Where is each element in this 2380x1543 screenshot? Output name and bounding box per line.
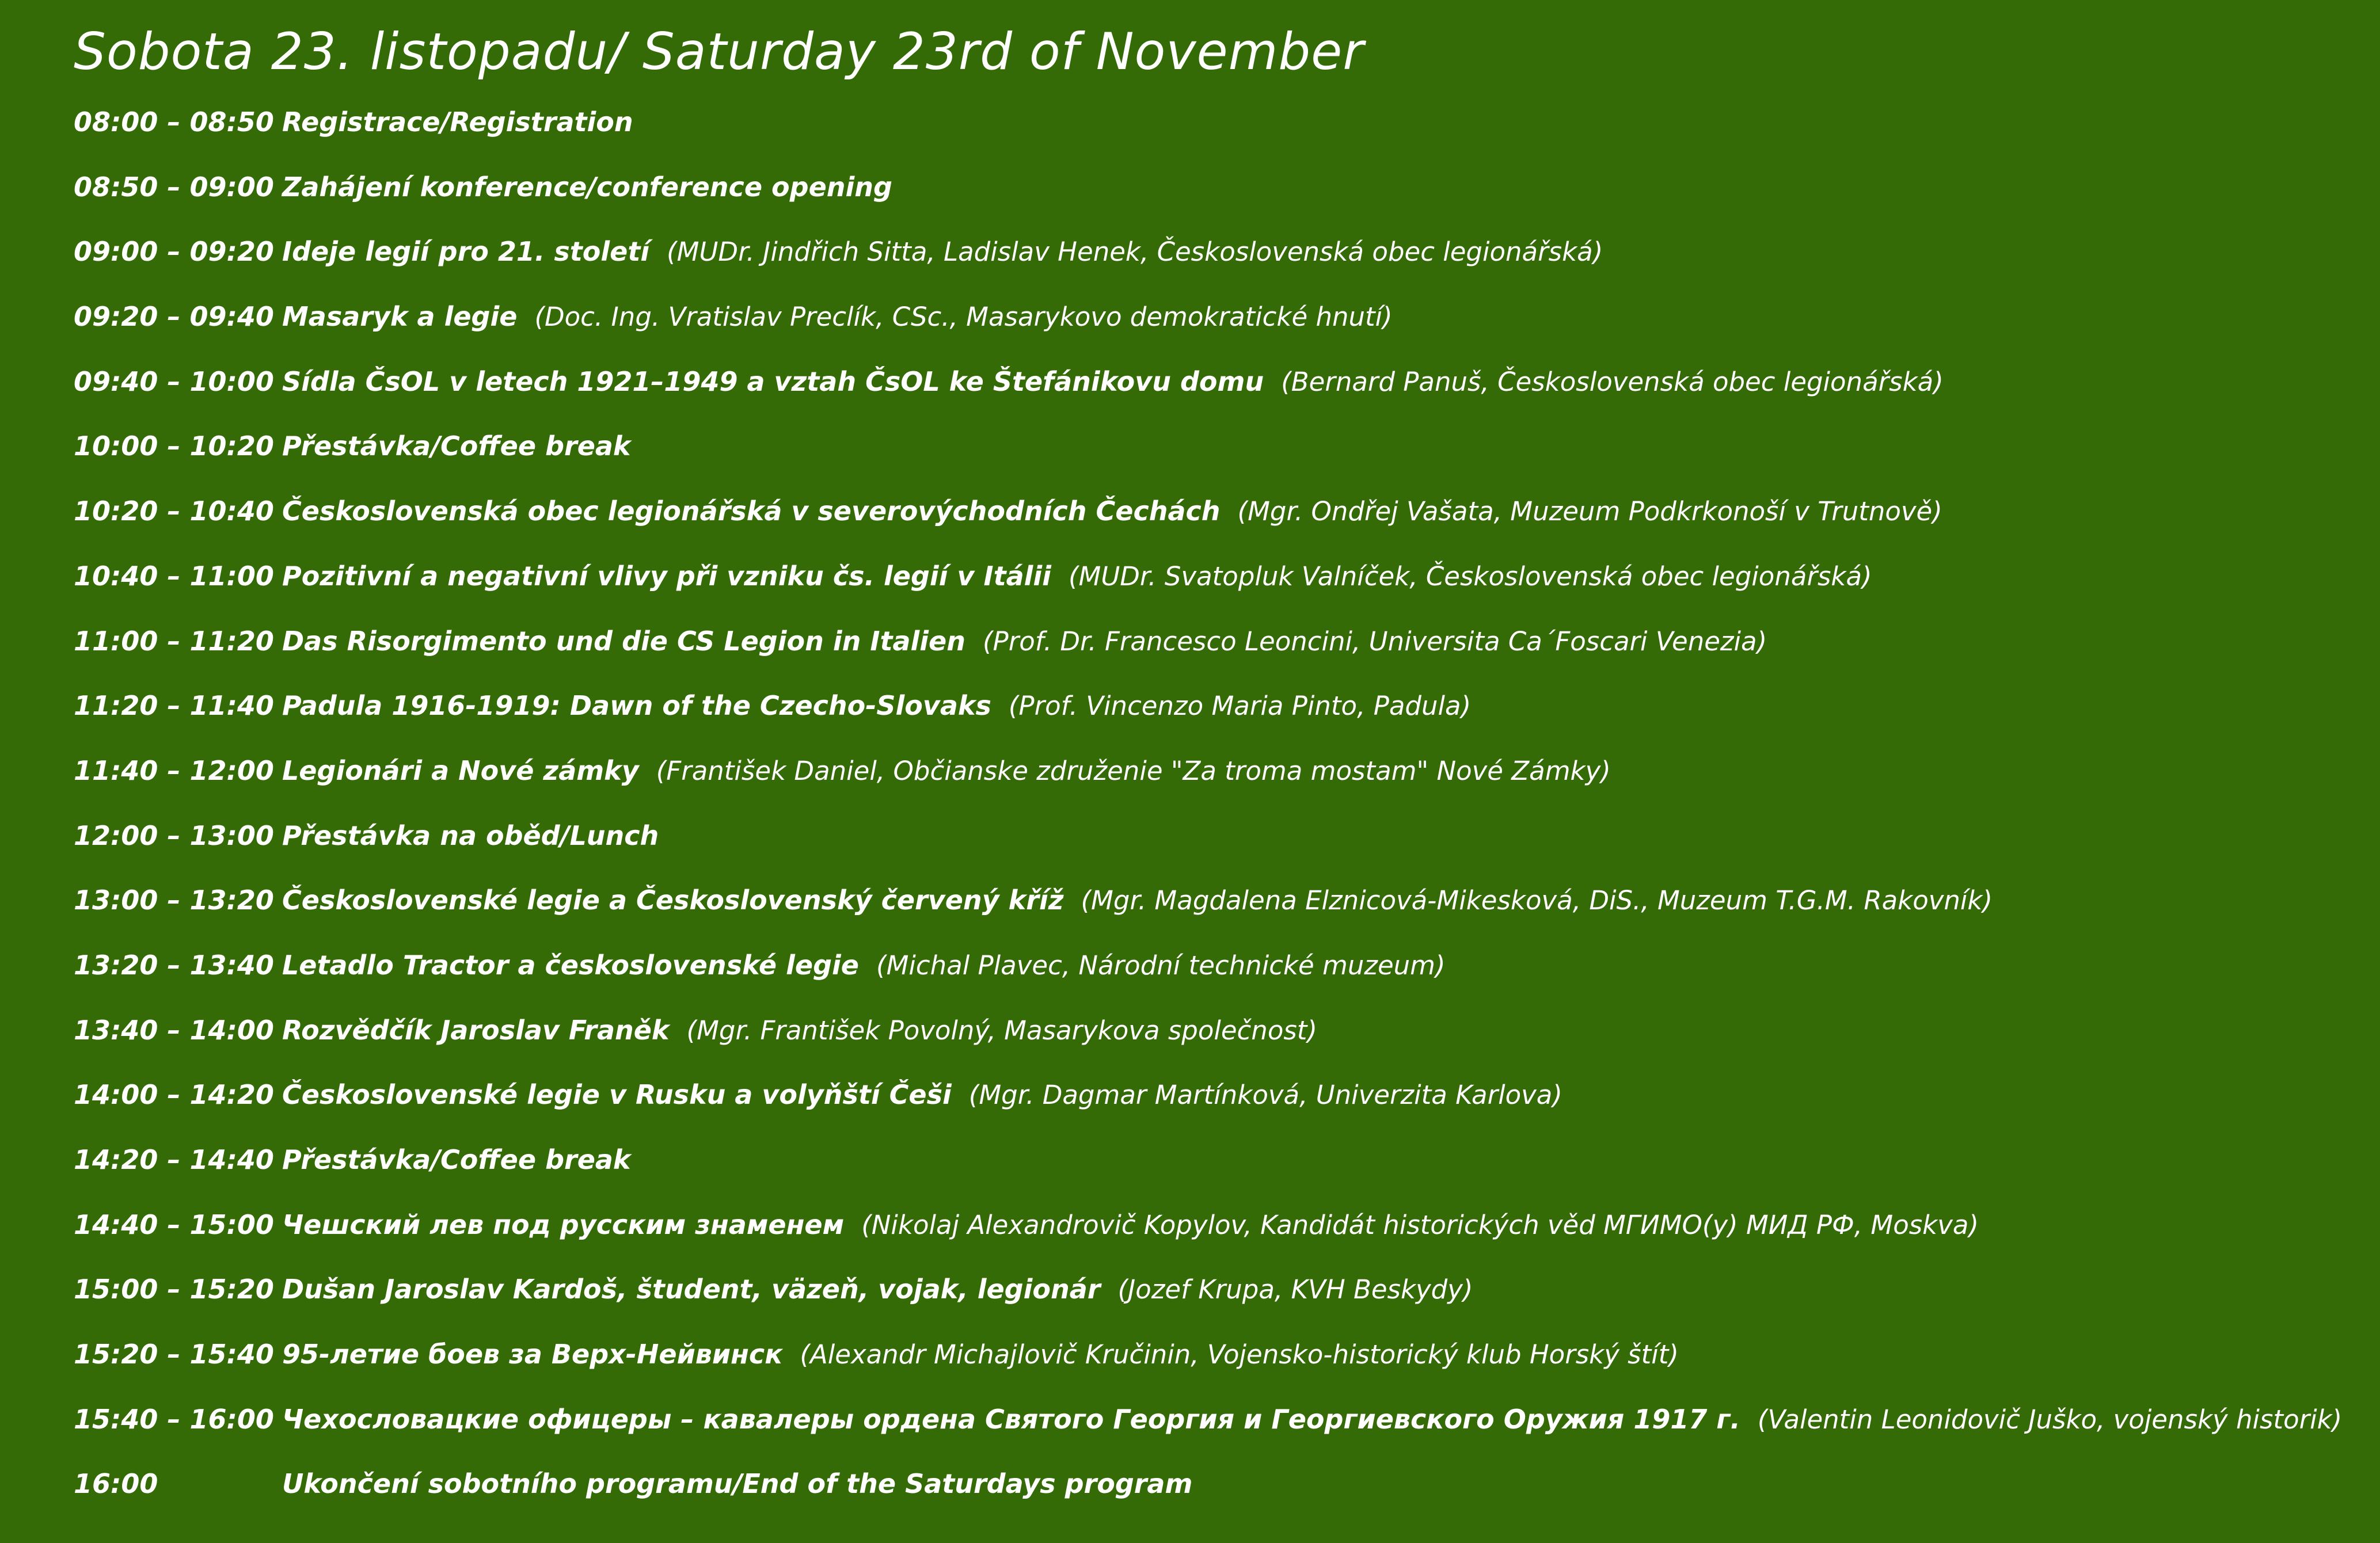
schedule-time: 14:20 – 14:40 xyxy=(74,1144,274,1175)
schedule-talk-title: Rozvědčík Jaroslav Franěk xyxy=(282,1014,670,1046)
schedule-talk-title: Чехословацкие офицеры – кавалеры ордена Святого Георгия и Георгиевского Оружия 1917 г. xyxy=(282,1403,1740,1435)
schedule-speaker: (Mgr. František Povolný, Masarykova společnost) xyxy=(686,1015,1317,1046)
schedule-speaker: (MUDr. Jindřich Sitta, Ladislav Henek, Československá obec legionářská) xyxy=(667,237,1603,268)
schedule-time: 13:20 – 13:40 xyxy=(74,949,274,981)
schedule-talk-title: Československé legie a Československý červený kříž xyxy=(282,885,1064,916)
schedule-item xyxy=(74,688,2380,753)
schedule-talk-title: Чешский лев под русским знаменем xyxy=(282,1209,845,1240)
schedule-speaker: (Alexandr Michajlovič Kručinin, Vojensko-historický klub Horský štít) xyxy=(800,1339,1679,1370)
schedule-item xyxy=(74,1013,2380,1078)
schedule-item xyxy=(74,1077,2380,1142)
schedule-talk-title: 95-летие боев за Верх-Нейвинск xyxy=(282,1339,783,1370)
schedule-speaker: (Mgr. Ondřej Vašata, Muzeum Podkrkonoší v Trutnově) xyxy=(1237,496,1942,527)
schedule-talk-title: Zahájení konference/conference opening xyxy=(282,171,892,203)
schedule-item xyxy=(74,1207,2380,1273)
schedule-item xyxy=(74,1402,2380,1467)
schedule-talk-title: Legionári a Nové zámky xyxy=(282,755,639,786)
schedule-item xyxy=(74,624,2380,689)
schedule-item xyxy=(74,1337,2380,1402)
schedule-time: 08:50 – 09:00 xyxy=(74,171,274,203)
schedule-item xyxy=(74,234,2380,299)
schedule-speaker: (Prof. Vincenzo Maria Pinto, Padula) xyxy=(1008,691,1472,722)
schedule-time: 15:20 – 15:40 xyxy=(74,1339,274,1370)
schedule-item xyxy=(74,883,2380,948)
schedule-talk-title: Registrace/Registration xyxy=(282,106,633,138)
schedule-speaker: (Prof. Dr. Francesco Leoncini, Universita Ca´Foscari Venezia) xyxy=(983,626,1767,657)
schedule-item xyxy=(74,559,2380,624)
schedule-talk-title: Ukončení sobotního programu/End of the Saturdays program xyxy=(282,1468,1193,1500)
schedule-speaker: (Mgr. Magdalena Elznicová-Mikesková, DiS., Muzeum T.G.M. Rakovník) xyxy=(1081,885,1993,916)
schedule-time: 13:00 – 13:20 xyxy=(74,885,274,916)
schedule-item xyxy=(74,1142,2380,1207)
schedule-talk-title: Padula 1916-1919: Dawn of the Czecho-Slovaks xyxy=(282,690,991,722)
schedule-time: 09:40 – 10:00 xyxy=(74,365,274,397)
schedule-time: 14:00 – 14:20 xyxy=(74,1079,274,1111)
schedule-talk-title: Přestávka/Coffee break xyxy=(282,1144,631,1175)
schedule-time: 10:20 – 10:40 xyxy=(74,496,274,527)
schedule-time: 15:40 – 16:00 xyxy=(74,1403,274,1435)
schedule-item xyxy=(74,364,2380,429)
schedule-speaker: (Mgr. Dagmar Martínková, Univerzita Karlova) xyxy=(968,1080,1562,1111)
schedule-time: 16:00 xyxy=(74,1468,158,1500)
schedule-item xyxy=(74,494,2380,559)
schedule-speaker: (František Daniel, Občianske združenie "Za troma mostam" Nové Zámky) xyxy=(656,755,1611,786)
schedule-item xyxy=(74,948,2380,1013)
schedule-item xyxy=(74,429,2380,494)
schedule-talk-title: Československá obec legionářská v severovýchodních Čechách xyxy=(282,496,1221,527)
schedule-talk-title: Masaryk a legie xyxy=(282,301,518,333)
schedule-talk-title: Letadlo Tractor a československé legie xyxy=(282,949,860,981)
schedule-talk-title: Československé legie v Rusku a volyňští Češi xyxy=(282,1079,952,1111)
schedule-item xyxy=(74,170,2380,235)
schedule-time: 12:00 – 13:00 xyxy=(74,820,274,851)
schedule-talk-title: Ideje legií pro 21. století xyxy=(282,236,650,268)
schedule-talk-title: Přestávka na oběd/Lunch xyxy=(282,820,659,851)
schedule-item xyxy=(74,105,2380,170)
schedule-list xyxy=(74,105,2380,1531)
schedule-talk-title: Das Risorgimento und die CS Legion in Italien xyxy=(282,625,965,657)
schedule-item xyxy=(74,1466,2380,1531)
schedule-time: 10:00 – 10:20 xyxy=(74,430,274,462)
schedule-speaker: (Jozef Krupa, KVH Beskydy) xyxy=(1117,1274,1473,1305)
schedule-talk-title: Pozitivní a negativní vlivy při vzniku čs. legií v Itálii xyxy=(282,560,1051,592)
schedule-time: 09:00 – 09:20 xyxy=(74,236,274,268)
schedule-speaker: (Valentin Leonidovič Juško, vojenský historik) xyxy=(1757,1404,2343,1435)
schedule-speaker: (Bernard Panuš, Československá obec legionářská) xyxy=(1281,366,1944,397)
page-title: Sobota 23. listopadu/ Saturday 23rd of November xyxy=(74,22,1364,81)
schedule-time: 15:00 – 15:20 xyxy=(74,1274,274,1305)
schedule-time: 11:00 – 11:20 xyxy=(74,625,274,657)
schedule-time: 11:20 – 11:40 xyxy=(74,690,274,722)
schedule-item xyxy=(74,1272,2380,1337)
schedule-talk-title: Dušan Jaroslav Kardoš, študent, väzeň, vojak, legionár xyxy=(282,1274,1101,1305)
schedule-speaker: (Nikolaj Alexandrovič Kopylov, Kandidát historických věd МГИМО(у) МИД РФ, Moskva) xyxy=(861,1209,1979,1240)
schedule-speaker: (Michal Plavec, Národní technické muzeum) xyxy=(876,950,1446,981)
schedule-time: 08:00 – 08:50 xyxy=(74,106,274,138)
schedule-item xyxy=(74,299,2380,364)
schedule-item xyxy=(74,753,2380,818)
schedule-talk-title: Přestávka/Coffee break xyxy=(282,430,631,462)
schedule-time: 11:40 – 12:00 xyxy=(74,755,274,786)
schedule-item xyxy=(74,818,2380,883)
schedule-time: 10:40 – 11:00 xyxy=(74,560,274,592)
schedule-time: 14:40 – 15:00 xyxy=(74,1209,274,1240)
schedule-time: 13:40 – 14:00 xyxy=(74,1014,274,1046)
schedule-time: 09:20 – 09:40 xyxy=(74,301,274,333)
schedule-talk-title: Sídla ČsOL v letech 1921–1949 a vztah ČsOL ke Štefánikovu domu xyxy=(282,365,1264,397)
schedule-speaker: (Doc. Ing. Vratislav Preclík, CSc., Masarykovo demokratické hnutí) xyxy=(534,302,1393,333)
schedule-speaker: (MUDr. Svatopluk Valníček, Československá obec legionářská) xyxy=(1068,561,1872,592)
